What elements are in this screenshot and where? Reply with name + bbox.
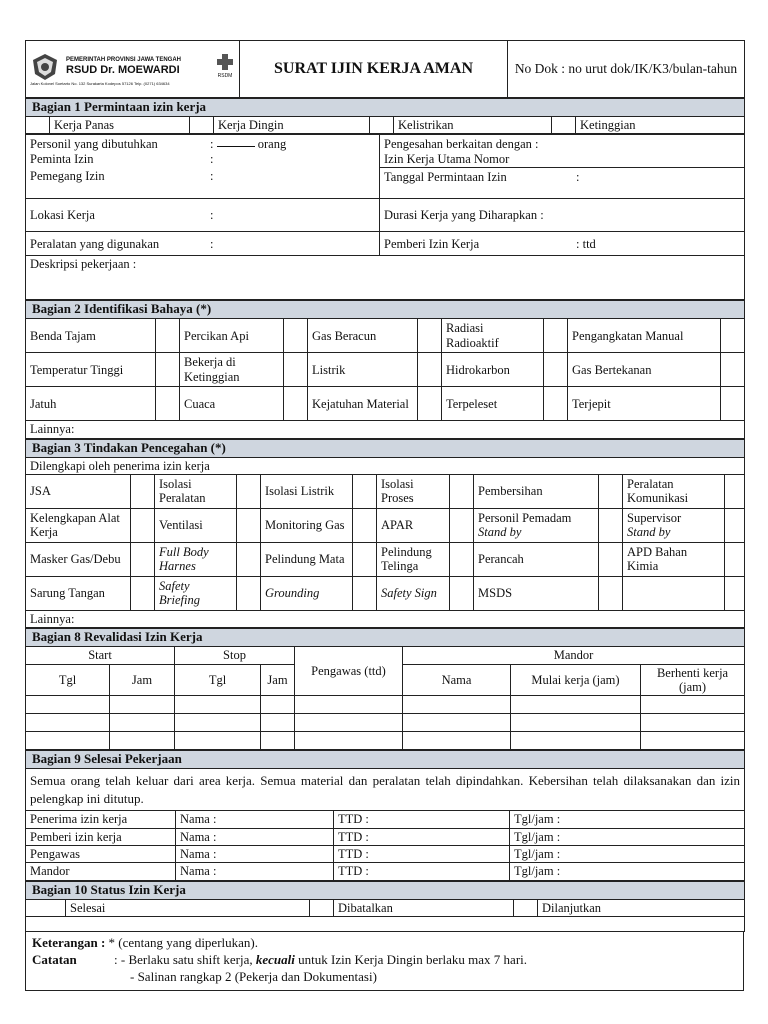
- col-stop: Stop: [175, 647, 295, 664]
- hazard-label: Terjepit: [568, 387, 721, 421]
- precaution-label: [623, 576, 725, 610]
- precaution-checkbox[interactable]: [237, 474, 261, 508]
- precaution-label: Sarung Tangan: [26, 576, 131, 610]
- section-10-title: Bagian 10 Status Izin Kerja: [26, 881, 745, 899]
- datetime-field[interactable]: Tgl/jam :: [510, 811, 745, 828]
- revalidation-row: [26, 714, 745, 732]
- hazard-label: Benda Tajam: [26, 319, 156, 353]
- hospital-logo-block: [26, 41, 240, 98]
- precaution-checkbox[interactable]: [725, 474, 745, 508]
- cross-icon: [215, 54, 235, 70]
- name-field[interactable]: Nama :: [176, 846, 334, 863]
- precaution-label: Pelindung Mata: [261, 542, 353, 576]
- status-label: Dilanjutkan: [538, 899, 745, 916]
- hazard-label: Radiasi Radioaktif: [442, 319, 544, 353]
- hazard-checkbox[interactable]: [284, 387, 308, 421]
- precaution-label: Ventilasi: [155, 508, 237, 542]
- role-label: Penerima izin kerja: [26, 811, 176, 828]
- precaution-checkbox[interactable]: [725, 542, 745, 576]
- precaution-label: MSDS: [474, 576, 599, 610]
- precaution-label: Safety Sign: [377, 576, 450, 610]
- role-label: Pemberi izin kerja: [26, 828, 176, 845]
- hazard-label: Gas Beracun: [308, 319, 418, 353]
- precaution-checkbox[interactable]: [599, 474, 623, 508]
- precaution-label: JSA: [26, 474, 131, 508]
- label-kerja-dingin: Kerja Dingin: [214, 116, 370, 133]
- precaution-label: Peralatan Komunikasi: [623, 474, 725, 508]
- hazard-checkbox[interactable]: [156, 353, 180, 387]
- precaution-checkbox[interactable]: [450, 576, 474, 610]
- precaution-label: Personil Pemadam Stand by: [474, 508, 599, 542]
- section-8-title: Bagian 8 Revalidasi Izin Kerja: [26, 629, 745, 647]
- hazard-checkbox[interactable]: [284, 353, 308, 387]
- signature-field[interactable]: TTD :: [334, 863, 510, 880]
- datetime-field[interactable]: Tgl/jam :: [510, 863, 745, 880]
- precaution-checkbox[interactable]: [353, 508, 377, 542]
- precaution-checkbox[interactable]: [725, 508, 745, 542]
- section-3-subtitle: Dilengkapi oleh penerima izin kerja: [26, 457, 745, 474]
- hazard-label: Temperatur Tinggi: [26, 353, 156, 387]
- hazard-checkbox[interactable]: [284, 319, 308, 353]
- section-9-title: Bagian 9 Selesai Pekerjaan: [26, 751, 745, 769]
- precaution-checkbox[interactable]: [131, 508, 155, 542]
- precaution-checkbox[interactable]: [599, 542, 623, 576]
- section-1-title: Bagian 1 Permintaan izin kerja: [26, 99, 745, 117]
- section-1-details: Personil yang dibutuhkan : orang Peminta Izin : Pemegang Izin : Pengesahan berkaitan dengan : Izin Kerja Utama Nomor Tanggal Permintaan Izin : Lokasi Kerja : Durasi Kerja yang Diharapkan : Peralatan yang digunakan : Pemberi Izin Kerja : ttd Deskripsi pekerjaan :: [25, 134, 745, 300]
- section-2: [25, 300, 745, 438]
- name-field[interactable]: Nama :: [176, 811, 334, 828]
- datetime-field[interactable]: Tgl/jam :: [510, 846, 745, 863]
- revalidation-row: [26, 732, 745, 750]
- col-pengawas: Pengawas (ttd): [295, 647, 403, 696]
- datetime-field[interactable]: Tgl/jam :: [510, 828, 745, 845]
- org-name: RSUD Dr. MOEWARDI: [66, 63, 180, 76]
- section-3: [25, 439, 745, 629]
- revalidation-row: [26, 696, 745, 714]
- province-emblem-icon: [30, 52, 60, 82]
- hazard-checkbox[interactable]: [721, 387, 745, 421]
- document-title: SURAT IJIN KERJA AMAN: [240, 41, 508, 98]
- precaution-label: APD Bahan Kimia: [623, 542, 725, 576]
- status-label: Dibatalkan: [334, 899, 514, 916]
- label-kerja-panas: Kerja Panas: [50, 116, 190, 133]
- precaution-label: Full Body Harnes: [155, 542, 237, 576]
- precaution-label: Isolasi Listrik: [261, 474, 353, 508]
- signature-field[interactable]: TTD :: [334, 811, 510, 828]
- rsdm-logo: RSDM: [215, 54, 235, 79]
- name-field[interactable]: Nama :: [176, 828, 334, 845]
- checkbox-ketinggian[interactable]: [552, 116, 576, 133]
- hazard-label: Kejatuhan Material: [308, 387, 418, 421]
- role-label: Mandor: [26, 863, 176, 880]
- section-3-title: Bagian 3 Tindakan Pencegahan (*): [26, 439, 745, 457]
- precaution-checkbox[interactable]: [725, 576, 745, 610]
- label-peralatan: Peralatan yang digunakan: [30, 236, 160, 251]
- hazard-label: Hidrokarbon: [442, 353, 544, 387]
- hazard-label: Gas Bertekanan: [568, 353, 721, 387]
- checkbox-kelistrikan[interactable]: [370, 116, 394, 133]
- precaution-label: Kelengkapan Alat Kerja: [26, 508, 131, 542]
- precaution-checkbox[interactable]: [353, 474, 377, 508]
- hazard-label: Terpeleset: [442, 387, 544, 421]
- hazard-checkbox[interactable]: [418, 319, 442, 353]
- precaution-checkbox[interactable]: [450, 508, 474, 542]
- precaution-checkbox[interactable]: [599, 508, 623, 542]
- precaution-checkbox[interactable]: [131, 542, 155, 576]
- precaution-label: Perancah: [474, 542, 599, 576]
- hazard-label: Cuaca: [180, 387, 284, 421]
- notes-label: Catatan: [32, 952, 77, 968]
- checkbox-kerja-dingin[interactable]: [190, 116, 214, 133]
- hazard-label: Bekerja di Ketinggian: [180, 353, 284, 387]
- precaution-label: Supervisor Stand by: [623, 508, 725, 542]
- validation-block: Pengesahan berkaitan dengan : Izin Kerja Utama Nomor Tanggal Permintaan Izin :: [380, 135, 745, 199]
- section-9: [25, 750, 745, 880]
- precaution-checkbox[interactable]: [237, 576, 261, 610]
- legend-text: * (centang yang diperlukan).: [108, 935, 258, 951]
- job-description-field[interactable]: Deskripsi pekerjaan :: [26, 256, 745, 300]
- status-label: Selesai: [66, 899, 310, 916]
- checkbox-kerja-panas[interactable]: [26, 116, 50, 133]
- status-checkbox-selesai[interactable]: [26, 899, 66, 916]
- section-10: [25, 881, 745, 932]
- hazard-checkbox[interactable]: [418, 387, 442, 421]
- precaution-checkbox[interactable]: [353, 576, 377, 610]
- org-address: Jalan Kolonel Soetarto No. 132 Surakarta Kodepos 57126 Telp. (0271) 634634: [30, 80, 170, 86]
- label-lokasi: Lokasi Kerja: [30, 208, 95, 223]
- precaution-label: Isolasi Proses: [377, 474, 450, 508]
- precaution-label: Monitoring Gas: [261, 508, 353, 542]
- hazard-label: Pengangkatan Manual: [568, 319, 721, 353]
- status-checkbox-dibatalkan[interactable]: [310, 899, 334, 916]
- hazard-label: Jatuh: [26, 387, 156, 421]
- label-pemberi: Pemberi Izin Kerja: [384, 236, 480, 251]
- header: [25, 40, 745, 98]
- precaution-checkbox[interactable]: [237, 542, 261, 576]
- hazard-checkbox[interactable]: [544, 387, 568, 421]
- precaution-label: Pelindung Telinga: [377, 542, 450, 576]
- precaution-label: Grounding: [261, 576, 353, 610]
- precaution-other-field[interactable]: Lainnya:: [26, 610, 745, 627]
- hazard-label: Percikan Api: [180, 319, 284, 353]
- work-permit-form: [25, 40, 744, 991]
- name-field[interactable]: Nama :: [176, 863, 334, 880]
- precaution-checkbox[interactable]: [450, 474, 474, 508]
- precaution-checkbox[interactable]: [599, 576, 623, 610]
- org-line1: PEMERINTAH PROVINSI JAWA TENGAH: [66, 56, 182, 63]
- hazard-label: Listrik: [308, 353, 418, 387]
- label-kelistrikan: Kelistrikan: [394, 116, 552, 133]
- footer-notes: Keterangan : * (centang yang diperlukan). Catatan : - Berlaku satu shift kerja, kecuali untuk Izin Kerja Dingin berlaku max 7 hari. - Salinan rangkap 2 (Pekerja dan Dokumentasi): [25, 932, 744, 991]
- label-ketinggian: Ketinggian: [576, 116, 745, 133]
- precaution-checkbox[interactable]: [237, 508, 261, 542]
- document-number: No Dok : no urut dok/IK/K3/bulan-tahun: [508, 41, 745, 98]
- section-2-title: Bagian 2 Identifikasi Bahaya (*): [26, 301, 745, 319]
- completion-statement: Semua orang telah keluar dari area kerja. Semua material dan peralatan telah dipindahkan. Kebersihan telah dilaksanakan dan izin pelengkap ini ditutup.: [26, 769, 745, 811]
- signature-field[interactable]: TTD :: [334, 828, 510, 845]
- precaution-label: Isolasi Peralatan: [155, 474, 237, 508]
- precaution-label: Masker Gas/Debu: [26, 542, 131, 576]
- personnel-block: Personil yang dibutuhkan : orang Peminta Izin : Pemegang Izin :: [26, 135, 380, 199]
- hazard-checkbox[interactable]: [544, 353, 568, 387]
- col-start: Start: [26, 647, 175, 664]
- legend-label: Keterangan :: [32, 935, 106, 951]
- precaution-label: APAR: [377, 508, 450, 542]
- hazard-checkbox[interactable]: [156, 387, 180, 421]
- hazard-checkbox[interactable]: [721, 353, 745, 387]
- precaution-label: Pembersihan: [474, 474, 599, 508]
- col-mandor: Mandor: [403, 647, 745, 664]
- role-label: Pengawas: [26, 846, 176, 863]
- status-checkbox-dilanjutkan[interactable]: [514, 899, 538, 916]
- hazard-other-field[interactable]: Lainnya:: [26, 421, 745, 438]
- hazard-checkbox[interactable]: [156, 319, 180, 353]
- hazard-checkbox[interactable]: [544, 319, 568, 353]
- section-8: Bagian 8 Revalidasi Izin Kerja Start Stop Pengawas (ttd) Mandor Tgl Jam Tgl Jam Nama Mulai kerja (jam) Berhenti kerja (jam): [25, 628, 745, 750]
- precaution-label: Safety Briefing: [155, 576, 237, 610]
- label-durasi: Durasi Kerja yang Diharapkan :: [380, 199, 745, 232]
- section-1: [25, 98, 745, 134]
- personnel-count-field[interactable]: [217, 137, 255, 147]
- precaution-checkbox[interactable]: [353, 542, 377, 576]
- hazard-checkbox[interactable]: [418, 353, 442, 387]
- signature-field[interactable]: TTD :: [334, 846, 510, 863]
- precaution-checkbox[interactable]: [131, 576, 155, 610]
- precaution-checkbox[interactable]: [450, 542, 474, 576]
- precaution-checkbox[interactable]: [131, 474, 155, 508]
- notes-line-2: - Salinan rangkap 2 (Pekerja dan Dokumentasi): [130, 968, 377, 984]
- hazard-checkbox[interactable]: [721, 319, 745, 353]
